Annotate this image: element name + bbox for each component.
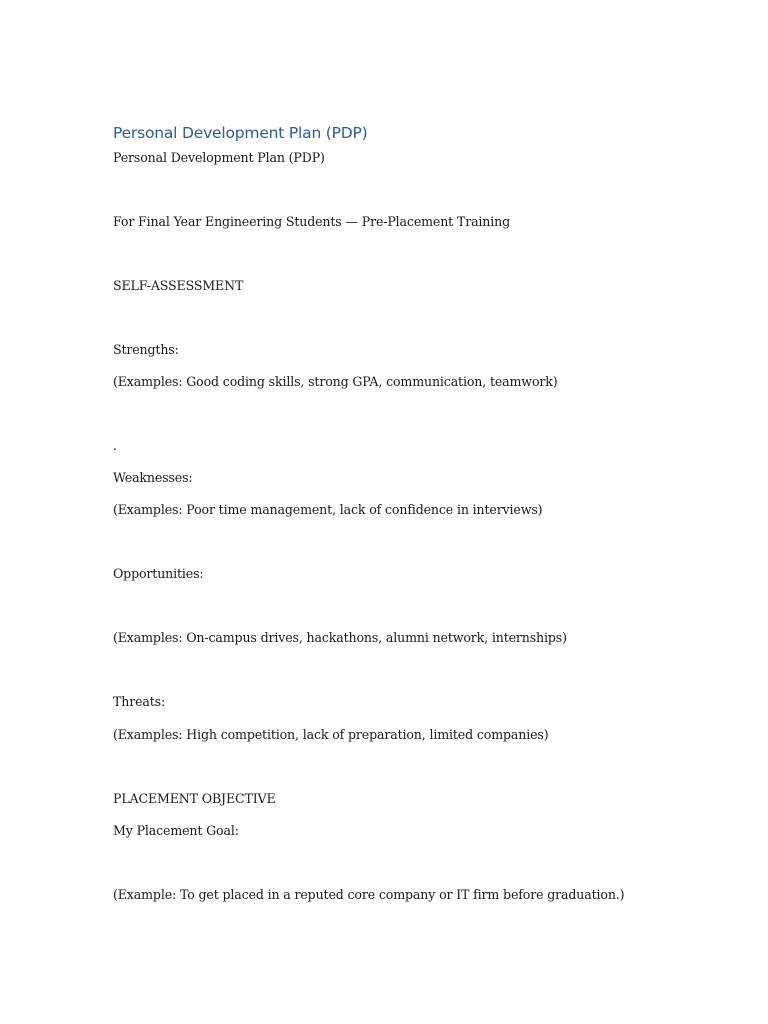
strengths-examples: (Examples: Good coding skills, strong GPA, communication, teamwork) — [113, 374, 558, 389]
opportunities-label: Opportunities: — [113, 566, 204, 581]
audience-line: For Final Year Engineering Students — Pre-Placement Training — [113, 214, 511, 229]
threats-label: Threats: — [113, 694, 166, 709]
placement-goal-label: My Placement Goal: — [113, 823, 239, 838]
opportunities-examples: (Examples: On-campus drives, hackathons, alumni network, internships) — [113, 630, 567, 645]
subtitle-line: Personal Development Plan (PDP) — [113, 150, 325, 165]
strengths-label: Strengths: — [113, 342, 179, 357]
threats-examples: (Examples: High competition, lack of preparation, limited companies) — [113, 727, 549, 742]
placement-goal-example: (Example: To get placed in a reputed core company or IT firm before graduation.) — [113, 887, 625, 902]
self-assessment-heading: SELF-ASSESSMENT — [113, 278, 244, 293]
document-heading: Personal Development Plan (PDP) — [113, 124, 368, 142]
dot-line: . — [113, 438, 117, 453]
placement-objective-heading: PLACEMENT OBJECTIVE — [113, 791, 276, 806]
weaknesses-label: Weaknesses: — [113, 470, 193, 485]
weaknesses-examples: (Examples: Poor time management, lack of confidence in interviews) — [113, 502, 543, 517]
